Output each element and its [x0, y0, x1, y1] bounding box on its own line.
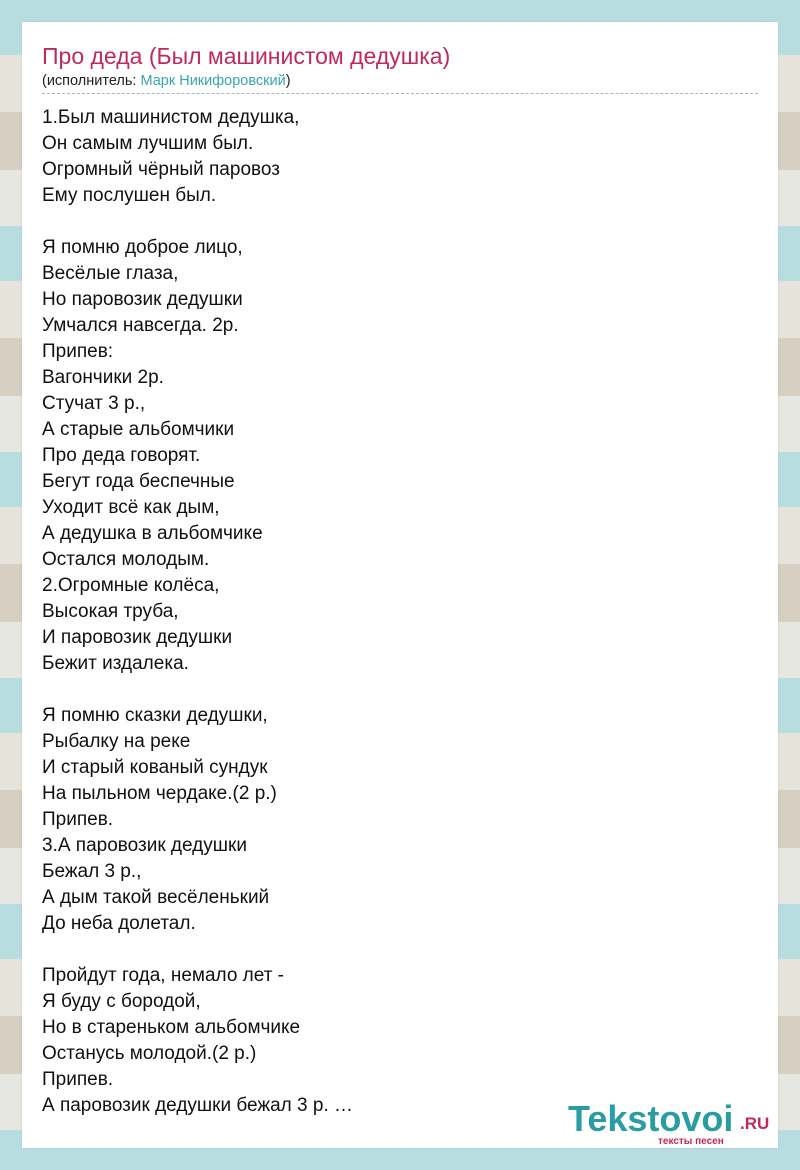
lyric-line: Огромный чёрный паровоз [42, 159, 280, 180]
lyric-line: Весёлые глаза, [42, 263, 179, 284]
logo-tld: .RU [740, 1114, 770, 1133]
lyric-line: Бежит издалека. [42, 653, 189, 674]
lyrics-card [22, 22, 778, 1148]
lyric-line: А дым такой весёленький [42, 887, 270, 908]
lyric-line: Вагончики 2р. [42, 367, 164, 388]
lyric-line: Я помню сказки дедушки, [42, 705, 268, 726]
song-title: Про деда (Был машинистом дедушка) [42, 43, 451, 69]
lyric-line: И старый кованый сундук [42, 757, 268, 778]
artist-line [42, 73, 291, 89]
lyrics-text [42, 105, 742, 1119]
lyric-line: Бежал 3 р., [42, 861, 142, 882]
lyric-blank-line [42, 677, 742, 703]
artist-prefix: (исполнитель: [42, 73, 141, 89]
logo-subtitle: тексты песен [658, 1136, 724, 1147]
lyric-line: 1.Был машинистом дедушка, [42, 107, 300, 128]
lyric-line: На пыльном чердаке.(2 р.) [42, 783, 277, 804]
lyric-line: Высокая труба, [42, 601, 179, 622]
lyric-line: 2.Огромные колёса, [42, 575, 220, 596]
lyric-line: Припев: [42, 341, 114, 362]
lyric-line: И паровозик дедушки [42, 627, 233, 648]
lyric-line: Пройдут года, немало лет - [42, 965, 285, 986]
lyric-line: Но в стареньком альбомчике [42, 1017, 301, 1038]
lyric-line: Уходит всё как дым, [42, 497, 220, 518]
artist-link[interactable]: Марк Никифоровский [140, 73, 286, 89]
lyric-line: 3.А паровозик дедушки [42, 835, 247, 856]
lyric-line: Остался молодым. [42, 549, 210, 570]
lyric-line: Рыбалку на реке [42, 731, 191, 752]
site-logo[interactable] [568, 1098, 778, 1148]
lyric-line: Стучат 3 р., [42, 393, 146, 414]
title-divider [42, 93, 758, 94]
lyric-line: Останусь молодой.(2 р.) [42, 1043, 257, 1064]
lyric-line: Ему послушен был. [42, 185, 217, 206]
lyric-line: До неба долетал. [42, 913, 196, 934]
lyric-line: Он самым лучшим был. [42, 133, 254, 154]
lyric-blank-line [42, 209, 742, 235]
lyric-line: Умчался навсегда. 2р. [42, 315, 239, 336]
logo-word: Tekstovoi [568, 1098, 734, 1139]
lyric-line: Припев. [42, 1069, 114, 1090]
lyric-line: А дедушка в альбомчике [42, 523, 263, 544]
lyric-line: Про деда говорят. [42, 445, 201, 466]
lyric-line: Я буду с бородой, [42, 991, 201, 1012]
lyric-line: Но паровозик дедушки [42, 289, 243, 310]
lyric-line: Припев. [42, 809, 114, 830]
lyric-blank-line [42, 937, 742, 963]
lyric-line: А паровозик дедушки бежал 3 р. … [42, 1095, 353, 1116]
lyric-line: Бегут года беспечные [42, 471, 235, 492]
artist-suffix: ) [285, 73, 291, 89]
lyric-line: А старые альбомчики [42, 419, 235, 440]
lyric-line: Я помню доброе лицо, [42, 237, 243, 258]
